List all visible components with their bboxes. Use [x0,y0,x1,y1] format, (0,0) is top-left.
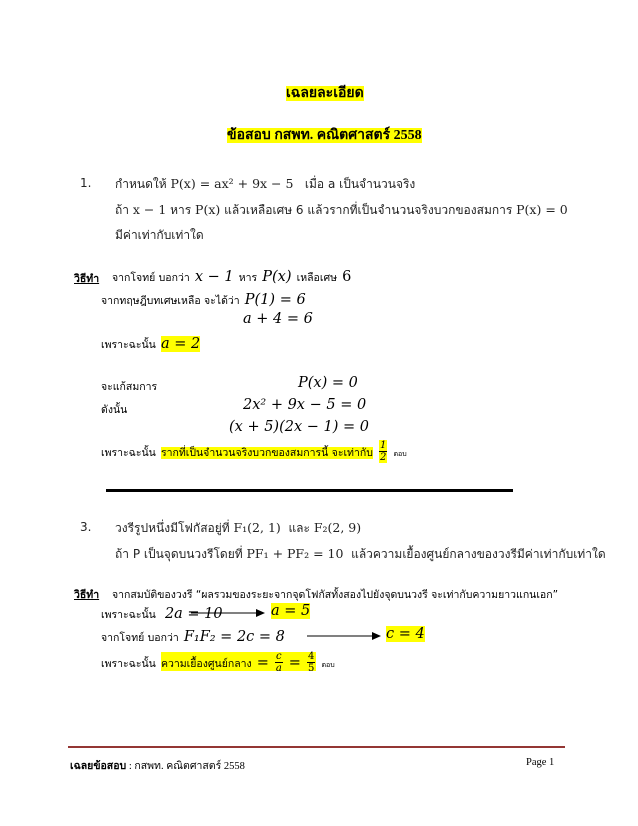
s3-line1: จากสมบัติของวงรี “ผลรวมของระยะจากจุดโฟกัสทั้งสองไปยังจุดบนวงรี จะเท่ากับความยาวแกนเอก” [112,589,559,601]
footer-left: เฉลยข้อสอบ : กสพท. คณิตศาสตร์ 2558 [70,761,245,772]
page-number: Page 1 [526,757,555,768]
q1-line2: ถ้า x − 1 หาร P(x) แล้วเหลือเศษ 6 แล้วรากที่เป็นจำนวนจริงบวกของสมการ P(x) = 0 [115,202,568,217]
q3-line1: วงรีรูปหนึ่งมีโฟกัสอยู่ที่ F₁(2, 1) และ F₂(2, 9) [115,520,362,535]
s3-arrow-1 [190,606,266,620]
s3-line4: เพราะฉะนั้น ความเยื้องศูนย์กลาง = $\frac{c}{a}$ = $\frac{4}{5}$ ตอบ [101,651,335,674]
s1-label: วิธีทำ [74,273,100,285]
page-subtitle: ข้อสอบ กสพท. คณิตศาสตร์ 2558 [227,128,422,143]
page-title: เฉลยละเอียด [286,86,364,101]
s1-line6-label: ดังนั้น [101,404,128,416]
s3-line3: จากโจทย์ บอกว่า F₁F₂ = 2c = 8 [101,629,285,645]
footer-rule [68,746,565,748]
s1-line4: เพราะฉะนั้น a = 2 [101,336,201,352]
s3-line2: เพราะฉะนั้น 2a = 10 [101,606,223,622]
s1-line3: a + 4 = 6 [243,311,313,327]
q3-number: 3. [80,520,92,534]
s1-line1: จากโจทย์ บอกว่า x − 1 หาร P(x) เหลือเศษ 6 [112,269,352,285]
s3-arrow-2 [306,629,382,643]
s1-answer-fraction: $\frac{1}{2}$ [380,440,387,463]
s3-c-result: c = 4 [386,626,425,642]
q1-line1: กำหนดให้ P(x) = ax² + 9x − 5 เมื่อ a เป็นจำนวนจริง [115,176,416,191]
s1-line8: เพราะฉะนั้น รากที่เป็นจำนวนจริงบวกของสมการนี้ จะเท่ากับ $\frac{1}{2}$ ตอบ [101,440,407,463]
s1-line7-eq: (x + 5)(2x − 1) = 0 [229,419,369,435]
s1-line5-eq: P(x) = 0 [298,375,358,391]
s3-a-result: a = 5 [271,603,311,619]
q3-line2: ถ้า P เป็นจุดบนวงรีโดยที่ PF₁ + PF₂ = 10 แล้วความเยื้องศูนย์กลางของวงรีมีค่าเท่ากับเท่าใด [115,546,606,561]
s1-line2: จากทฤษฎีบทเศษเหลือ จะได้ว่า P(1) = 6 [101,292,306,308]
section-divider [106,489,513,492]
q1-line3: มีค่าเท่ากับเท่าใด [115,228,204,242]
s1-line6-eq: 2x² + 9x − 5 = 0 [243,397,367,413]
s3-label: วิธีทำ [74,589,100,601]
q1-number: 1. [80,176,92,190]
s1-line5-label: จะแก้สมการ [101,381,158,393]
s3-answer-highlight: ความเยื้องศูนย์กลาง = $\frac{c}{a}$ = $\frac{4}{5}$ [160,651,315,674]
